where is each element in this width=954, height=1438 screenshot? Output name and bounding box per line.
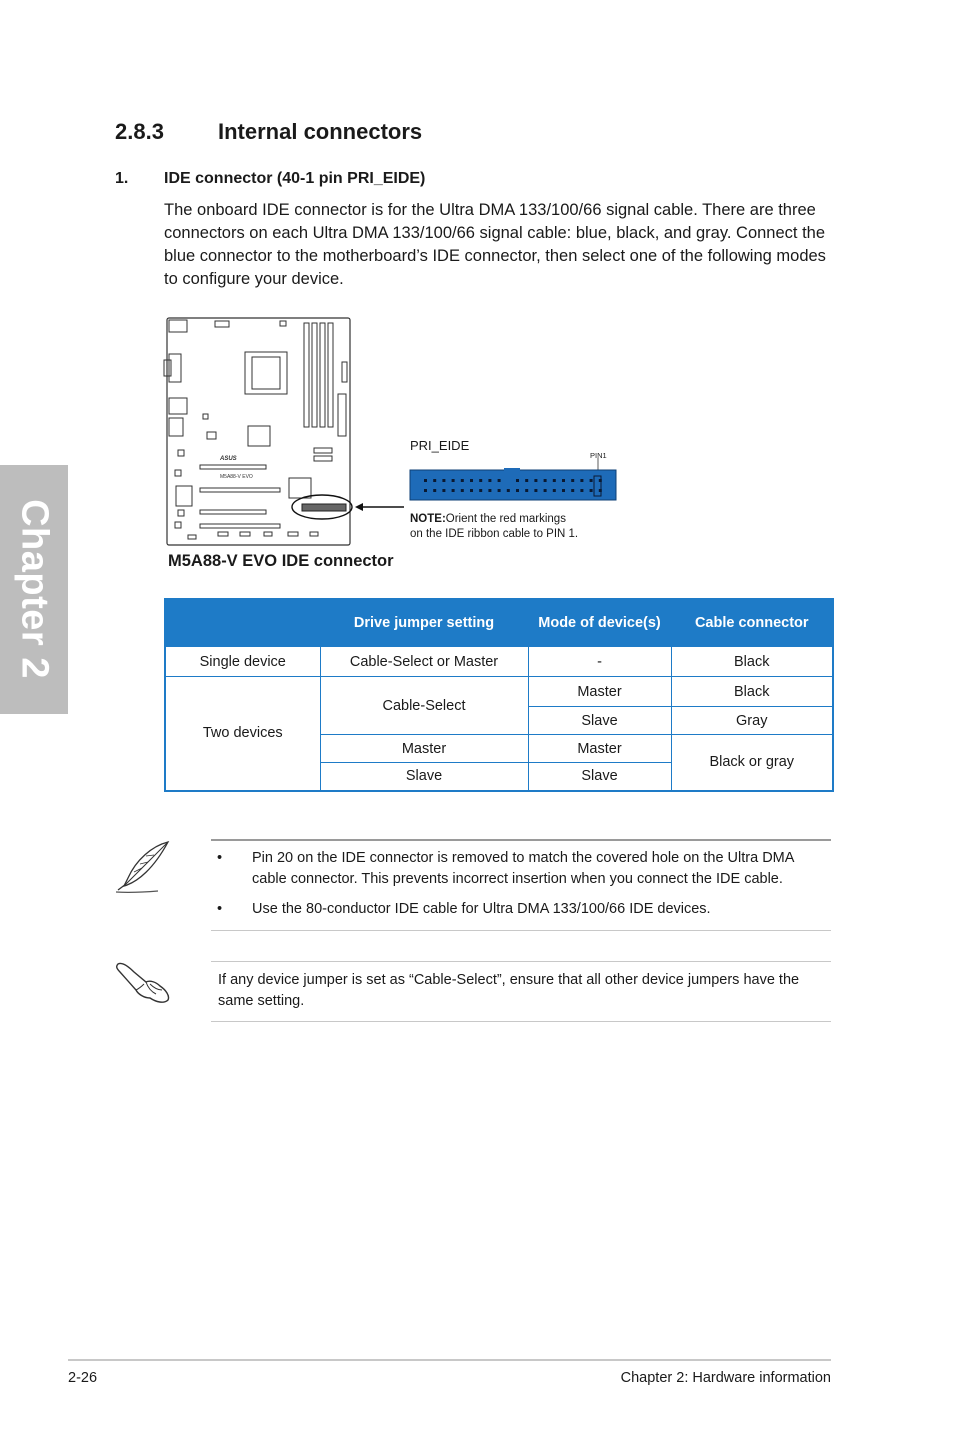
ide-pin <box>525 479 528 482</box>
ide-pin <box>442 479 445 482</box>
cell-jumper: Cable-Select <box>320 677 528 735</box>
cell-cable: Black <box>671 677 833 707</box>
cell-cable: Black or gray <box>671 735 833 791</box>
header-cable: Cable connector <box>671 599 833 647</box>
ide-pin <box>433 489 436 492</box>
table-row <box>165 677 833 707</box>
ide-pin <box>571 489 574 492</box>
ide-pin <box>470 489 473 492</box>
cell-jumper: Master <box>320 735 528 763</box>
ide-pin <box>488 489 491 492</box>
caution-text: If any device jumper is set as “Cable-Select”, ensure that all other device jumpers have the same setting. <box>218 972 800 1009</box>
caution-divider-bottom <box>211 1021 831 1022</box>
table-header-row <box>165 599 833 647</box>
ide-pin <box>498 479 501 482</box>
section-number: 2.8.3 <box>115 119 164 144</box>
footer-divider <box>68 1359 831 1361</box>
ide-pin <box>507 489 510 492</box>
cell-mode: Slave <box>528 763 671 791</box>
ide-pin <box>433 479 436 482</box>
note-label: NOTE: <box>410 513 446 525</box>
bullet-text: Use the 80-conductor IDE cable for Ultra DMA 133/100/66 IDE devices. <box>252 901 711 917</box>
ide-pin <box>590 489 593 492</box>
cell-mode: Master <box>528 677 671 707</box>
ide-pin <box>534 489 537 492</box>
pointing-hand-icon <box>112 958 174 1008</box>
feather-pen-icon <box>112 838 174 898</box>
pin1-label: PIN1 <box>590 451 607 460</box>
ide-pin <box>562 479 565 482</box>
header-empty <box>165 599 320 647</box>
board-logo: ASUS <box>220 456 237 462</box>
note-line-2: on the IDE ribbon cable to PIN 1. <box>410 528 579 540</box>
ide-pin <box>580 479 583 482</box>
ide-pin <box>479 489 482 492</box>
ide-pin <box>562 489 565 492</box>
ide-pin <box>516 479 519 482</box>
ide-pin <box>452 489 455 492</box>
ide-pin <box>553 489 556 492</box>
chapter-tab-label: Chapter 2 <box>13 499 56 679</box>
cell-mode: - <box>528 647 671 677</box>
chapter-tab <box>0 465 68 714</box>
bullet-dot: • <box>217 901 223 917</box>
diagram-note <box>410 512 578 542</box>
note-line-1: Orient the red markings <box>445 513 566 525</box>
ide-pin <box>461 479 464 482</box>
ide-pin <box>442 489 445 492</box>
note-divider-bottom <box>211 930 831 931</box>
cell-cable: Gray <box>671 707 833 735</box>
ide-pin <box>479 479 482 482</box>
ide-pin <box>525 489 528 492</box>
ide-pin <box>580 489 583 492</box>
ide-pin <box>544 489 547 492</box>
connector-label: PRI_EIDE <box>410 438 470 453</box>
ide-connector-diagram <box>408 456 620 504</box>
header-mode: Mode of device(s) <box>528 599 671 647</box>
ide-pin <box>553 479 556 482</box>
header-jumper: Drive jumper setting <box>320 599 528 647</box>
cell-jumper: Cable-Select or Master <box>320 647 528 677</box>
diagram-caption: M5A88-V EVO IDE connector <box>168 552 394 570</box>
ide-pin <box>590 479 593 482</box>
table-row <box>165 647 833 677</box>
note-bullet <box>217 848 837 892</box>
note-divider-top <box>211 839 831 841</box>
ide-pin <box>461 489 464 492</box>
ide-pin <box>424 479 427 482</box>
footer-title: Chapter 2: Hardware information <box>620 1370 831 1386</box>
row-label-two: Two devices <box>165 677 320 791</box>
row-label-single: Single device <box>165 647 320 677</box>
bullet-text: Pin 20 on the IDE connector is removed to match the covered hole on the Ultra DMA cable connector. This prevents incorrect insertion when you connect the IDE cable. <box>252 850 794 887</box>
motherboard-diagram <box>160 310 410 550</box>
cell-cable: Black <box>671 647 833 677</box>
ide-pin <box>470 479 473 482</box>
cell-mode: Master <box>528 735 671 763</box>
ide-pin <box>488 479 491 482</box>
ide-pin <box>534 479 537 482</box>
cell-jumper: Slave <box>320 763 528 791</box>
item-body: The onboard IDE connector is for the Ultra DMA 133/100/66 signal cable. There are three connectors on each Ultra DMA 133/100/66 signal cable: blue, black, and gray. Connect the blue connector to the motherboard’s IDE connector, then select one of the following modes to configure your device. <box>164 201 826 288</box>
ide-pin <box>544 479 547 482</box>
ide-pin <box>571 479 574 482</box>
item-number: 1. <box>115 170 129 187</box>
caution-divider-top <box>211 961 831 962</box>
bullet-dot: • <box>217 850 223 866</box>
ide-pin <box>424 489 427 492</box>
cell-mode: Slave <box>528 707 671 735</box>
ide-pin <box>516 489 519 492</box>
note-bullet <box>217 899 837 921</box>
section-title: Internal connectors <box>218 119 423 144</box>
ide-pin <box>452 479 455 482</box>
board-silkscreen: M5A88-V EVO <box>220 474 253 480</box>
ide-pin <box>498 489 501 492</box>
item-title: IDE connector (40-1 pin PRI_EIDE) <box>164 170 426 187</box>
jumper-settings-table <box>164 598 834 792</box>
page-number: 2-26 <box>68 1370 98 1386</box>
